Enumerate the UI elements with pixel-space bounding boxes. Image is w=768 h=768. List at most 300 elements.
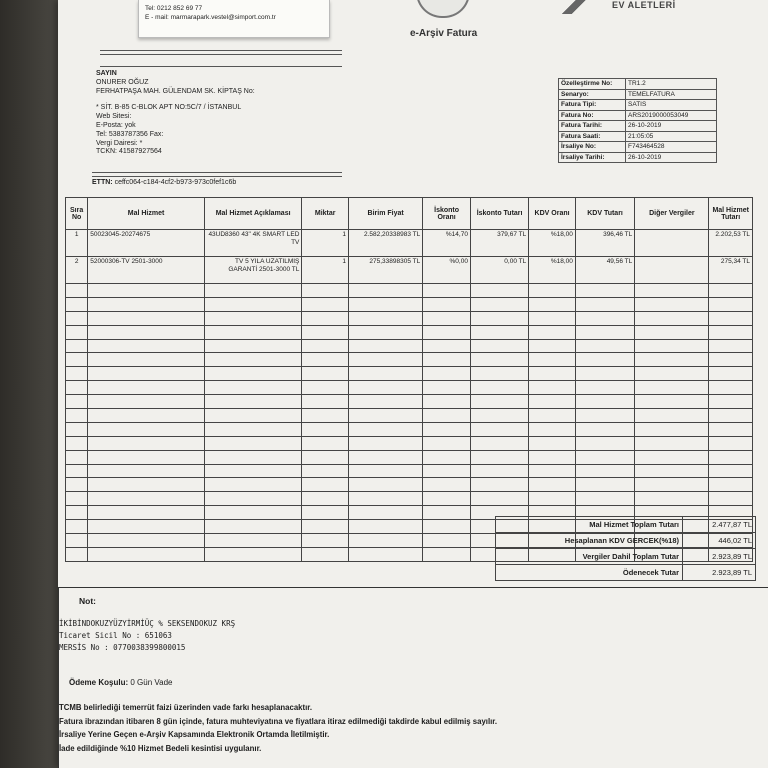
empty-cell xyxy=(709,478,753,492)
cell: 2.582,20338983 TL xyxy=(349,230,423,257)
meta-key: Fatura No: xyxy=(559,110,626,121)
empty-cell xyxy=(423,353,471,367)
empty-cell xyxy=(204,409,302,423)
payment-label: Ödeme Koşulu: xyxy=(69,678,129,687)
empty-cell xyxy=(470,478,528,492)
column-header: Mal Hizmet Açıklaması xyxy=(204,198,302,230)
meta-key: İrsaliye No: xyxy=(559,142,626,153)
empty-row xyxy=(66,325,753,339)
legal-line: İade edildiğinde %10 Hizmet Bedeli kesintisi uygulanır. xyxy=(59,743,262,753)
divider xyxy=(92,176,342,177)
total-label: Vergiler Dahil Toplam Tutar xyxy=(496,549,683,565)
empty-cell xyxy=(204,520,302,534)
cell: 52000306-TV 2501-3000 xyxy=(88,257,205,284)
empty-cell xyxy=(635,422,709,436)
empty-cell xyxy=(529,395,576,409)
empty-cell xyxy=(575,492,634,506)
column-header: KDV Tutarı xyxy=(575,198,634,230)
legal-line: Fatura ibrazından itibaren 8 gün içinde, fatura muhteviyatına ve fiyatlara itiraz edilmediği takdirde kabul edilmiş sayılır. xyxy=(59,716,498,726)
empty-cell xyxy=(575,367,634,381)
table-row xyxy=(66,257,753,284)
empty-cell xyxy=(204,436,302,450)
cell: %18,00 xyxy=(529,257,576,284)
empty-cell xyxy=(635,464,709,478)
empty-cell xyxy=(470,284,528,298)
empty-row xyxy=(66,450,753,464)
empty-cell xyxy=(66,464,88,478)
empty-cell xyxy=(204,325,302,339)
cell: 50023045-20274675 xyxy=(88,230,205,257)
empty-cell xyxy=(529,353,576,367)
meta-value: 26-10-2019 xyxy=(626,121,717,132)
total-value: 2.477,87 TL xyxy=(683,517,756,533)
empty-cell xyxy=(66,381,88,395)
total-value: 2.923,89 TL xyxy=(683,565,756,581)
empty-cell xyxy=(575,450,634,464)
store-phone: Tel: 0212 852 69 77 xyxy=(145,5,203,12)
empty-cell xyxy=(423,436,471,450)
brand-logo-icon xyxy=(556,0,592,14)
empty-cell xyxy=(204,478,302,492)
cell: 49,56 TL xyxy=(575,257,634,284)
cell: 275,33898305 TL xyxy=(349,257,423,284)
empty-cell xyxy=(423,339,471,353)
store-contact-slip xyxy=(138,0,330,38)
empty-cell xyxy=(635,436,709,450)
empty-cell xyxy=(529,325,576,339)
empty-cell xyxy=(204,506,302,520)
empty-cell xyxy=(302,284,349,298)
empty-cell xyxy=(635,353,709,367)
empty-cell xyxy=(302,422,349,436)
column-header: İskonto Oranı xyxy=(423,198,471,230)
empty-cell xyxy=(66,297,88,311)
empty-cell xyxy=(66,325,88,339)
buyer-line: E-Posta: yok xyxy=(96,121,136,129)
empty-cell xyxy=(529,297,576,311)
empty-cell xyxy=(88,506,205,520)
empty-cell xyxy=(302,478,349,492)
empty-cell xyxy=(302,547,349,561)
meta-value: 26-10-2019 xyxy=(626,152,717,163)
cell: %18,00 xyxy=(529,230,576,257)
meta-value: 21:05:05 xyxy=(626,131,717,142)
total-label: Mal Hizmet Toplam Tutarı xyxy=(496,517,683,533)
column-header: KDV Oranı xyxy=(529,198,576,230)
empty-cell xyxy=(575,339,634,353)
cell: 1 xyxy=(302,230,349,257)
divider xyxy=(100,54,342,55)
empty-cell xyxy=(302,534,349,548)
empty-cell xyxy=(66,311,88,325)
empty-cell xyxy=(575,422,634,436)
empty-cell xyxy=(302,311,349,325)
empty-cell xyxy=(302,367,349,381)
empty-cell xyxy=(88,297,205,311)
empty-cell xyxy=(635,325,709,339)
empty-row xyxy=(66,297,753,311)
empty-cell xyxy=(470,353,528,367)
empty-cell xyxy=(66,478,88,492)
empty-cell xyxy=(709,395,753,409)
empty-cell xyxy=(88,436,205,450)
empty-cell xyxy=(635,367,709,381)
empty-cell xyxy=(88,284,205,298)
empty-cell xyxy=(349,284,423,298)
cell: %14,70 xyxy=(423,230,471,257)
totals-table xyxy=(495,516,756,581)
empty-cell xyxy=(66,284,88,298)
empty-cell xyxy=(529,409,576,423)
empty-cell xyxy=(423,492,471,506)
empty-cell xyxy=(635,450,709,464)
empty-cell xyxy=(204,297,302,311)
empty-cell xyxy=(575,381,634,395)
empty-cell xyxy=(88,381,205,395)
buyer-block xyxy=(96,70,255,157)
cell: 2.202,53 TL xyxy=(709,230,753,257)
empty-cell xyxy=(709,284,753,298)
column-header: Sıra No xyxy=(66,198,88,230)
empty-cell xyxy=(575,353,634,367)
empty-cell xyxy=(423,534,471,548)
empty-cell xyxy=(575,311,634,325)
empty-cell xyxy=(709,353,753,367)
empty-cell xyxy=(709,450,753,464)
payment-terms xyxy=(69,678,172,687)
cell: 0,00 TL xyxy=(470,257,528,284)
empty-cell xyxy=(204,381,302,395)
ettn-label: ETTN: xyxy=(92,179,113,186)
empty-cell xyxy=(66,395,88,409)
meta-value: F743464528 xyxy=(626,142,717,153)
legal-text xyxy=(59,701,497,755)
empty-cell xyxy=(349,353,423,367)
empty-cell xyxy=(575,464,634,478)
empty-cell xyxy=(88,478,205,492)
empty-cell xyxy=(423,506,471,520)
empty-cell xyxy=(66,353,88,367)
empty-cell xyxy=(302,381,349,395)
empty-row xyxy=(66,381,753,395)
empty-cell xyxy=(349,339,423,353)
empty-cell xyxy=(88,325,205,339)
empty-cell xyxy=(302,450,349,464)
empty-cell xyxy=(88,367,205,381)
empty-cell xyxy=(349,464,423,478)
empty-cell xyxy=(88,492,205,506)
note-line: Ticaret Sicil No : 651063 xyxy=(59,631,172,640)
empty-cell xyxy=(302,325,349,339)
empty-cell xyxy=(66,492,88,506)
empty-cell xyxy=(575,325,634,339)
note-line: MERSİS No : 0770038399800015 xyxy=(59,643,186,652)
empty-cell xyxy=(709,381,753,395)
column-header: Mal Hizmet xyxy=(88,198,205,230)
empty-cell xyxy=(709,311,753,325)
document-title: e-Arşiv Fatura xyxy=(410,28,478,39)
empty-cell xyxy=(635,381,709,395)
meta-value: TEMELFATURA xyxy=(626,89,717,100)
empty-cell xyxy=(66,547,88,561)
empty-cell xyxy=(470,367,528,381)
note-line: İKİBİNDOKUZYÜZYİRMİÜÇ % SEKSENDOKUZ KRŞ xyxy=(59,619,236,628)
empty-cell xyxy=(349,547,423,561)
empty-cell xyxy=(88,339,205,353)
empty-cell xyxy=(470,311,528,325)
table-row xyxy=(66,230,753,257)
legal-line: TCMB belirlediği temerrüt faizi üzerinden vade farkı hesaplanacaktır. xyxy=(59,703,313,712)
empty-cell xyxy=(88,464,205,478)
empty-cell xyxy=(88,353,205,367)
empty-row xyxy=(66,339,753,353)
empty-cell xyxy=(204,311,302,325)
column-header: Diğer Vergiler xyxy=(635,198,709,230)
empty-cell xyxy=(575,297,634,311)
empty-cell xyxy=(66,534,88,548)
total-label: Hesaplanan KDV GERCEK(%18) xyxy=(496,533,683,549)
empty-cell xyxy=(423,367,471,381)
empty-cell xyxy=(470,395,528,409)
divider xyxy=(100,66,342,67)
empty-cell xyxy=(635,395,709,409)
empty-cell xyxy=(88,422,205,436)
empty-cell xyxy=(204,339,302,353)
empty-cell xyxy=(302,395,349,409)
empty-row xyxy=(66,409,753,423)
store-email: E - mail: marmarapark.vestel@simport.com.tr xyxy=(145,14,276,21)
empty-cell xyxy=(66,520,88,534)
empty-cell xyxy=(709,464,753,478)
empty-cell xyxy=(423,464,471,478)
empty-cell xyxy=(470,297,528,311)
empty-cell xyxy=(635,492,709,506)
meta-key: Senaryo: xyxy=(559,89,626,100)
empty-cell xyxy=(635,409,709,423)
empty-cell xyxy=(709,325,753,339)
empty-cell xyxy=(470,409,528,423)
empty-cell xyxy=(204,464,302,478)
empty-cell xyxy=(66,422,88,436)
cell: 1 xyxy=(66,230,88,257)
note-label: Not: xyxy=(79,596,96,606)
empty-row xyxy=(66,353,753,367)
invoice-meta-table xyxy=(558,78,717,163)
empty-cell xyxy=(709,409,753,423)
buyer-line: Vergi Dairesi: * xyxy=(96,139,143,147)
empty-cell xyxy=(423,297,471,311)
empty-cell xyxy=(529,492,576,506)
line-items-table xyxy=(65,197,753,562)
empty-cell xyxy=(470,492,528,506)
note-section xyxy=(58,587,768,768)
empty-cell xyxy=(529,464,576,478)
empty-row xyxy=(66,395,753,409)
empty-cell xyxy=(66,436,88,450)
empty-cell xyxy=(349,422,423,436)
empty-cell xyxy=(423,284,471,298)
cell xyxy=(635,230,709,257)
column-header: Miktar xyxy=(302,198,349,230)
empty-cell xyxy=(709,297,753,311)
empty-cell xyxy=(66,506,88,520)
empty-cell xyxy=(423,409,471,423)
empty-cell xyxy=(88,395,205,409)
buyer-heading: SAYIN xyxy=(96,70,117,77)
empty-cell xyxy=(529,450,576,464)
buyer-line: * SİT. B-85 C-BLOK APT NO:5C/7 / İSTANBUL xyxy=(96,104,242,112)
cell: 2 xyxy=(66,257,88,284)
empty-cell xyxy=(349,478,423,492)
empty-cell xyxy=(423,520,471,534)
empty-cell xyxy=(529,311,576,325)
buyer-line: ONURER OĞUZ xyxy=(96,78,149,86)
empty-cell xyxy=(349,395,423,409)
empty-cell xyxy=(349,409,423,423)
buyer-line: TCKN: 41587927564 xyxy=(96,148,162,156)
empty-cell xyxy=(470,325,528,339)
cell xyxy=(635,257,709,284)
empty-cell xyxy=(423,547,471,561)
empty-cell xyxy=(529,422,576,436)
empty-cell xyxy=(349,492,423,506)
empty-cell xyxy=(635,311,709,325)
column-header: Birim Fiyat xyxy=(349,198,423,230)
empty-cell xyxy=(302,339,349,353)
cell: 275,34 TL xyxy=(709,257,753,284)
empty-cell xyxy=(349,534,423,548)
empty-cell xyxy=(88,520,205,534)
empty-cell xyxy=(470,422,528,436)
empty-cell xyxy=(204,534,302,548)
buyer-line: Web Sitesi: xyxy=(96,113,132,121)
empty-cell xyxy=(709,436,753,450)
empty-row xyxy=(66,422,753,436)
empty-cell xyxy=(423,325,471,339)
empty-cell xyxy=(88,311,205,325)
empty-cell xyxy=(349,297,423,311)
empty-cell xyxy=(349,520,423,534)
empty-row xyxy=(66,367,753,381)
empty-cell xyxy=(204,395,302,409)
empty-cell xyxy=(635,284,709,298)
divider xyxy=(92,172,342,173)
empty-cell xyxy=(575,436,634,450)
meta-key: Özelleştirme No: xyxy=(559,79,626,90)
empty-cell xyxy=(204,284,302,298)
empty-row xyxy=(66,492,753,506)
empty-cell xyxy=(349,311,423,325)
empty-cell xyxy=(470,339,528,353)
empty-row xyxy=(66,478,753,492)
empty-cell xyxy=(302,492,349,506)
empty-cell xyxy=(529,381,576,395)
empty-cell xyxy=(470,464,528,478)
buyer-line: FERHATPAŞA MAH. GÜLENDAM SK. KİPTAŞ No: xyxy=(96,87,255,95)
empty-cell xyxy=(204,422,302,436)
payment-value: 0 Gün Vade xyxy=(130,678,173,687)
empty-cell xyxy=(302,436,349,450)
meta-key: Fatura Saati: xyxy=(559,131,626,142)
empty-cell xyxy=(204,547,302,561)
empty-cell xyxy=(204,353,302,367)
empty-cell xyxy=(470,450,528,464)
total-label: Ödenecek Tutar xyxy=(496,565,683,581)
empty-cell xyxy=(302,464,349,478)
empty-cell xyxy=(423,422,471,436)
empty-cell xyxy=(423,311,471,325)
empty-cell xyxy=(423,450,471,464)
table-surface xyxy=(0,0,58,768)
empty-cell xyxy=(529,367,576,381)
cell: %0,00 xyxy=(423,257,471,284)
divider xyxy=(100,50,342,51)
empty-cell xyxy=(66,339,88,353)
empty-cell xyxy=(423,478,471,492)
legal-line: İrsaliye Yerine Geçen e-Arşiv Kapsamında Elektronik Ortamda İletilmiştir. xyxy=(59,730,330,739)
empty-cell xyxy=(635,478,709,492)
empty-cell xyxy=(349,325,423,339)
empty-cell xyxy=(88,409,205,423)
meta-value: ARS2019000053049 xyxy=(626,110,717,121)
empty-row xyxy=(66,311,753,325)
cell: 1 xyxy=(302,257,349,284)
total-value: 2.923,89 TL xyxy=(683,549,756,565)
total-value: 446,02 TL xyxy=(683,533,756,549)
empty-row xyxy=(66,284,753,298)
empty-cell xyxy=(709,422,753,436)
empty-row xyxy=(66,464,753,478)
empty-cell xyxy=(709,367,753,381)
empty-cell xyxy=(529,284,576,298)
empty-cell xyxy=(302,297,349,311)
empty-cell xyxy=(66,409,88,423)
meta-key: Fatura Tarihi: xyxy=(559,121,626,132)
note-text xyxy=(59,618,235,654)
empty-cell xyxy=(66,450,88,464)
column-header: Mal Hizmet Tutarı xyxy=(709,198,753,230)
empty-cell xyxy=(88,547,205,561)
empty-cell xyxy=(470,381,528,395)
brand-text: EV ALETLERİ xyxy=(612,0,676,10)
empty-cell xyxy=(302,506,349,520)
empty-cell xyxy=(302,353,349,367)
empty-cell xyxy=(529,436,576,450)
meta-value: SATIS xyxy=(626,100,717,111)
empty-cell xyxy=(709,339,753,353)
empty-cell xyxy=(575,395,634,409)
empty-cell xyxy=(88,450,205,464)
empty-cell xyxy=(204,450,302,464)
empty-cell xyxy=(575,409,634,423)
empty-cell xyxy=(349,381,423,395)
empty-cell xyxy=(66,367,88,381)
empty-cell xyxy=(575,478,634,492)
meta-key: İrsaliye Tarihi: xyxy=(559,152,626,163)
buyer-line: Tel: 5383787356 Fax: xyxy=(96,130,164,138)
empty-cell xyxy=(349,436,423,450)
empty-cell xyxy=(529,339,576,353)
empty-cell xyxy=(88,534,205,548)
cell: TV 5 YILA UZATILMIŞ GARANTİ 2501-3000 TL xyxy=(204,257,302,284)
table-header-row xyxy=(66,198,753,230)
empty-cell xyxy=(575,284,634,298)
empty-cell xyxy=(204,367,302,381)
empty-cell xyxy=(635,297,709,311)
empty-cell xyxy=(529,478,576,492)
ettn-value: ceffc064-c184-4cf2-b973-973c0fef1c6b xyxy=(114,179,237,186)
meta-key: Fatura Tipi: xyxy=(559,100,626,111)
